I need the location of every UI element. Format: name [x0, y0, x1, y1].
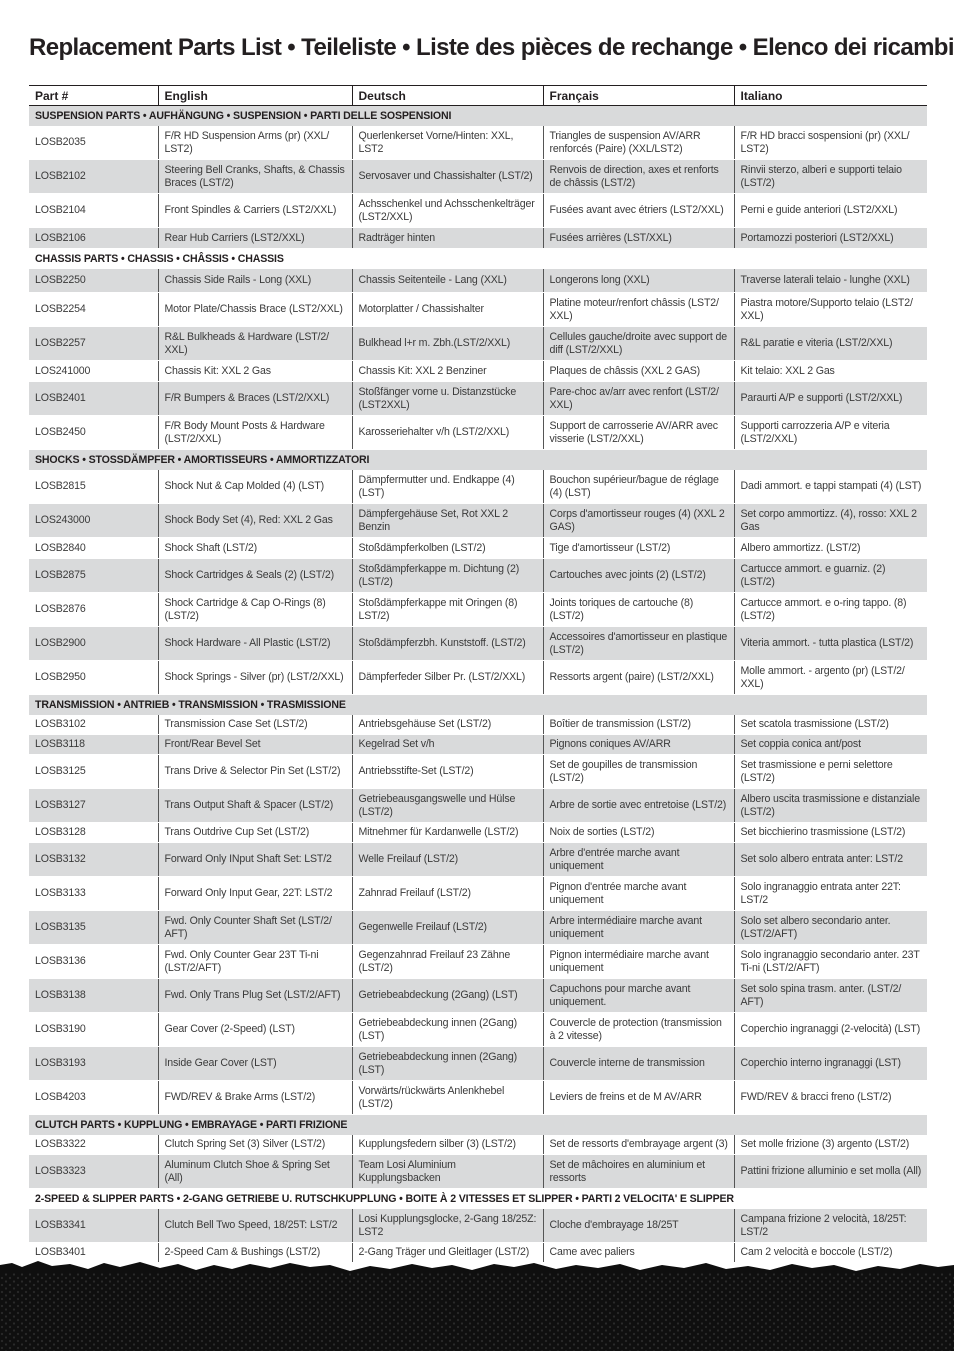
cell-italiano: Coperchio ingranaggi (2-velocità) (LST): [734, 1013, 927, 1047]
column-header-deutsch: Deutsch: [352, 86, 543, 106]
cell-english: Chassis Side Rails - Long (XXL): [158, 269, 352, 293]
cell-italiano: FWD/REV & bracci freno (LST/2): [734, 1081, 927, 1115]
section-header-row: [29, 249, 927, 270]
cell-part-number: LOSB2035: [29, 126, 158, 160]
table-header-row: [29, 86, 927, 106]
cell-francais: Pare-choc av/arr avec renfort (LST/2/ XXL): [543, 382, 734, 416]
cell-deutsch: Achsschenkel und Achsschenkelträger (LST2/XXL): [352, 194, 543, 228]
cell-part-number: LOSB2950: [29, 661, 158, 695]
cell-italiano: R&L paratie e viteria (LST/2/XXL): [734, 327, 927, 361]
cell-francais: Noix de sorties (LST/2): [543, 823, 734, 843]
cell-part-number: LOSB3322: [29, 1135, 158, 1155]
table-row: [29, 789, 927, 823]
cell-english: F/R Bumpers & Braces (LST/2/XXL): [158, 382, 352, 416]
section-title: CHASSIS PARTS • CHASSIS • CHÂSSIS • CHASSIS: [35, 252, 284, 265]
cell-francais: Arbre de sortie avec entretoise (LST/2): [543, 789, 734, 823]
cell-english: Fwd. Only Counter Gear 23T Ti-ni (LST/2/AFT): [158, 945, 352, 979]
cell-english: Shock Cartridge & Cap O-Rings (8) (LST/2): [158, 593, 352, 627]
cell-francais: Plaques de châssis (XXL 2 GAS): [543, 361, 734, 382]
cell-part-number: LOSB2106: [29, 228, 158, 249]
cell-english: F/R HD Suspension Arms (pr) (XXL/ LST2): [158, 126, 352, 160]
cell-deutsch: Dämpfermutter und. Endkappe (4) (LST): [352, 470, 543, 504]
cell-deutsch: Stoßfänger vorne u. Distanzstücke (LST2XXL): [352, 382, 543, 416]
parts-table-body: [29, 106, 927, 1263]
cell-part-number: LOSB2104: [29, 194, 158, 228]
table-row: [29, 160, 927, 194]
parts-table: [29, 86, 927, 1263]
table-row: [29, 1155, 927, 1189]
table-row: [29, 470, 927, 504]
cell-deutsch: Radträger hinten: [352, 228, 543, 249]
cell-deutsch: Kupplungsfedern silber (3) (LST/2): [352, 1135, 543, 1155]
cell-francais: Fusées arrières (LST/XXL): [543, 228, 734, 249]
cell-part-number: LOSB2257: [29, 327, 158, 361]
cell-english: Forward Only INput Shaft Set: LST/2: [158, 843, 352, 877]
cell-part-number: LOSB2815: [29, 470, 158, 504]
cell-english: FWD/REV & Brake Arms (LST/2): [158, 1081, 352, 1115]
cell-deutsch: Getriebeabdeckung innen (2Gang) (LST): [352, 1047, 543, 1081]
cell-francais: Longerons long (XXL): [543, 269, 734, 293]
cell-francais: Arbre d'entrée marche avant uniquement: [543, 843, 734, 877]
cell-english: Forward Only Input Gear, 22T: LST/2: [158, 877, 352, 911]
cell-part-number: LOSB3341: [29, 1209, 158, 1243]
cell-italiano: Portamozzi posteriori (LST2/XXL): [734, 228, 927, 249]
cell-francais: Arbre intermédiaire marche avant uniquement: [543, 911, 734, 945]
cell-italiano: Pattini frizione alluminio e set molla (All): [734, 1155, 927, 1189]
cell-italiano: Solo set albero secondario anter. (LST/2/AFT): [734, 911, 927, 945]
cell-part-number: LOSB3127: [29, 789, 158, 823]
cell-deutsch: Gegenwelle Freilauf (LST/2): [352, 911, 543, 945]
cell-english: Shock Springs - Silver (pr) (LST/2/XXL): [158, 661, 352, 695]
cell-francais: Couvercle interne de transmission: [543, 1047, 734, 1081]
cell-francais: Pignon intermédiaire marche avant uniquement: [543, 945, 734, 979]
cell-english: Fwd. Only Counter Shaft Set (LST/2/ AFT): [158, 911, 352, 945]
page-title: Replacement Parts List • Teileliste • Liste des pièces de rechange • Elenco dei ricambi: [29, 34, 954, 61]
table-row: [29, 755, 927, 789]
cell-francais: Triangles de suspension AV/ARR renforcés (Paire) (XXL/LST2): [543, 126, 734, 160]
cell-deutsch: Getriebeabdeckung (2Gang) (LST): [352, 979, 543, 1013]
cell-francais: Joints toriques de cartouche (8) (LST/2): [543, 593, 734, 627]
table-row: [29, 416, 927, 450]
table-row: [29, 194, 927, 228]
cell-francais: Couvercle de protection (transmission à 2 vitesse): [543, 1013, 734, 1047]
cell-english: Chassis Kit: XXL 2 Gas: [158, 361, 352, 382]
column-header-english: English: [158, 86, 352, 106]
cell-part-number: LOSB3193: [29, 1047, 158, 1081]
table-row: [29, 823, 927, 843]
table-row: [29, 1081, 927, 1115]
cell-francais: Set de ressorts d'embrayage argent (3): [543, 1135, 734, 1155]
cell-italiano: Molle ammort. - argento (pr) (LST/2/ XXL): [734, 661, 927, 695]
table-row: [29, 559, 927, 593]
cell-italiano: Set coppia conica ant/post: [734, 735, 927, 755]
cell-deutsch: Zahnrad Freilauf (LST/2): [352, 877, 543, 911]
cell-italiano: Perni e guide anteriori (LST2/XXL): [734, 194, 927, 228]
cell-francais: Corps d'amortisseur rouges (4) (XXL 2 GAS): [543, 504, 734, 538]
cell-italiano: Set corpo ammortizz. (4), rosso: XXL 2 Gas: [734, 504, 927, 538]
table-row: [29, 843, 927, 877]
cell-deutsch: Antriebsstifte-Set (LST/2): [352, 755, 543, 789]
table-row: [29, 1209, 927, 1243]
cell-italiano: Solo ingranaggio entrata anter 22T: LST/2: [734, 877, 927, 911]
cell-francais: Cloche d'embrayage 18/25T: [543, 1209, 734, 1243]
cell-deutsch: Team Losi Aluminium Kupplungsbacken: [352, 1155, 543, 1189]
table-row: [29, 361, 927, 382]
cell-part-number: LOSB3128: [29, 823, 158, 843]
cell-deutsch: Vorwärts/rückwärts Anlenkhebel (LST/2): [352, 1081, 543, 1115]
cell-deutsch: Dämpferfeder Silber Pr. (LST/2/XXL): [352, 661, 543, 695]
cell-english: F/R Body Mount Posts & Hardware (LST/2/XXL): [158, 416, 352, 450]
cell-francais: Pignons coniques AV/ARR: [543, 735, 734, 755]
cell-part-number: LOSB2254: [29, 293, 158, 327]
cell-deutsch: Karosseriehalter v/h (LST/2/XXL): [352, 416, 543, 450]
cell-italiano: Solo ingranaggio secondario anter. 23T Ti-ni (LST/2/AFT): [734, 945, 927, 979]
cell-deutsch: Chassis Seitenteile - Lang (XXL): [352, 269, 543, 293]
cell-english: Steering Bell Cranks, Shafts, & Chassis Braces (LST/2): [158, 160, 352, 194]
table-row: [29, 945, 927, 979]
cell-italiano: Set trasmissione e perni selettore (LST/2): [734, 755, 927, 789]
cell-francais: Set de goupilles de transmission (LST/2): [543, 755, 734, 789]
cell-francais: Accessoires d'amortisseur en plastique (LST/2): [543, 627, 734, 661]
cell-english: Inside Gear Cover (LST): [158, 1047, 352, 1081]
cell-part-number: LOSB2102: [29, 160, 158, 194]
table-row: [29, 1047, 927, 1081]
cell-francais: Renvois de direction, axes et renforts de châssis (LST/2): [543, 160, 734, 194]
cell-part-number: LOSB2876: [29, 593, 158, 627]
cell-francais: Tige d'amortisseur (LST/2): [543, 538, 734, 559]
column-header-part: Part #: [29, 86, 158, 106]
table-row: [29, 382, 927, 416]
cell-english: Front/Rear Bevel Set: [158, 735, 352, 755]
cell-deutsch: 2-Gang Träger und Gleitlager (LST/2): [352, 1243, 543, 1263]
table-row: [29, 593, 927, 627]
section-header-row: [29, 450, 927, 471]
cell-deutsch: Antriebsgehäuse Set (LST/2): [352, 715, 543, 735]
cell-english: Front Spindles & Carriers (LST2/XXL): [158, 194, 352, 228]
column-header-francais: Français: [543, 86, 734, 106]
cell-deutsch: Chassis Kit: XXL 2 Benziner: [352, 361, 543, 382]
cell-part-number: LOSB3190: [29, 1013, 158, 1047]
footer-texture-banner: [0, 1255, 954, 1351]
cell-part-number: LOSB3133: [29, 877, 158, 911]
cell-italiano: F/R HD bracci sospensioni (pr) (XXL/ LST2): [734, 126, 927, 160]
table-row: [29, 911, 927, 945]
cell-deutsch: Dämpfergehäuse Set, Rot XXL 2 Benzin: [352, 504, 543, 538]
cell-francais: Cartouches avec joints (2) (LST/2): [543, 559, 734, 593]
cell-english: Gear Cover (2-Speed) (LST): [158, 1013, 352, 1047]
table-row: [29, 293, 927, 327]
cell-deutsch: Gegenzahnrad Freilauf 23 Zähne (LST/2): [352, 945, 543, 979]
cell-italiano: Set solo albero entrata anter: LST/2: [734, 843, 927, 877]
cell-english: Fwd. Only Trans Plug Set (LST/2/AFT): [158, 979, 352, 1013]
cell-english: R&L Bulkheads & Hardware (LST/2/ XXL): [158, 327, 352, 361]
cell-francais: Cellules gauche/droite avec support de diff (LST/2/XXL): [543, 327, 734, 361]
cell-italiano: Piastra motore/Supporto telaio (LST2/ XXL): [734, 293, 927, 327]
cell-deutsch: Stoßdämpferzbh. Kunststoff. (LST/2): [352, 627, 543, 661]
cell-english: Shock Hardware - All Plastic (LST/2): [158, 627, 352, 661]
cell-italiano: Set solo spina trasm. anter. (LST/2/ AFT): [734, 979, 927, 1013]
table-row: [29, 979, 927, 1013]
cell-italiano: Set molle frizione (3) argento (LST/2): [734, 1135, 927, 1155]
cell-part-number: LOSB3135: [29, 911, 158, 945]
cell-part-number: LOSB2840: [29, 538, 158, 559]
table-row: [29, 1013, 927, 1047]
cell-english: Clutch Spring Set (3) Silver (LST/2): [158, 1135, 352, 1155]
table-row: [29, 1135, 927, 1155]
table-row: [29, 661, 927, 695]
cell-italiano: Campana frizione 2 velocità, 18/25T: LST/2: [734, 1209, 927, 1243]
table-row: [29, 877, 927, 911]
cell-italiano: Set bicchierino trasmissione (LST/2): [734, 823, 927, 843]
cell-italiano: Albero ammortizz. (LST/2): [734, 538, 927, 559]
parts-table-wrap: [29, 85, 927, 1263]
cell-part-number: LOSB2450: [29, 416, 158, 450]
cell-part-number: LOSB2875: [29, 559, 158, 593]
cell-part-number: LOSB2900: [29, 627, 158, 661]
cell-francais: Came avec paliers: [543, 1243, 734, 1263]
table-row: [29, 327, 927, 361]
cell-italiano: Supporti carrozzeria A/P e viteria (LST/2/XXL): [734, 416, 927, 450]
cell-part-number: LOSB3118: [29, 735, 158, 755]
cell-francais: Support de carrosserie AV/ARR avec visserie (LST/2/XXL): [543, 416, 734, 450]
section-title: 2-SPEED & SLIPPER PARTS • 2-GANG GETRIEBE U. RUTSCHKUPPLUNG • BOITE À 2 VITESSES ET SLIPPER • PARTI 2 VELOCITA' E SLIPPER: [35, 1192, 734, 1205]
cell-italiano: Albero uscita trasmissione e distanziale (LST/2): [734, 789, 927, 823]
cell-deutsch: Mitnehmer für Kardanwelle (LST/2): [352, 823, 543, 843]
cell-deutsch: Bulkhead l+r m. Zbh.(LST/2/XXL): [352, 327, 543, 361]
section-header-row: [29, 106, 927, 127]
cell-english: Aluminum Clutch Shoe & Spring Set (All): [158, 1155, 352, 1189]
cell-deutsch: Stoßdämpferkappe m. Dichtung (2) (LST/2): [352, 559, 543, 593]
cell-english: Rear Hub Carriers (LST2/XXL): [158, 228, 352, 249]
cell-deutsch: Stoßdämpferkappe mit Oringen (8) LST/2): [352, 593, 543, 627]
cell-part-number: LOSB3132: [29, 843, 158, 877]
cell-deutsch: Losi Kupplungsglocke, 2-Gang 18/25Z: LST2: [352, 1209, 543, 1243]
cell-english: Clutch Bell Two Speed, 18/25T: LST/2: [158, 1209, 352, 1243]
cell-francais: Pignon d'entrée marche avant uniquement: [543, 877, 734, 911]
cell-deutsch: Querlenkerset Vorne/Hinten: XXL, LST2: [352, 126, 543, 160]
cell-francais: Bouchon supérieur/bague de réglage (4) (LST): [543, 470, 734, 504]
table-row: [29, 126, 927, 160]
section-title: CLUTCH PARTS • KUPPLUNG • EMBRAYAGE • PARTI FRIZIONE: [29, 1115, 927, 1136]
cell-part-number: LOSB3136: [29, 945, 158, 979]
cell-italiano: Cartucce ammort. e o-ring tappo. (8) (LST/2): [734, 593, 927, 627]
cell-part-number: LOS241000: [29, 361, 158, 382]
section-title: SUSPENSION PARTS • AUFHÄNGUNG • SUSPENSION • PARTI DELLE SOSPENSIONI: [29, 106, 927, 127]
section-title: TRANSMISSION • ANTRIEB • TRANSMISSION • TRASMISSIONE: [29, 695, 927, 716]
cell-italiano: Paraurti A/P e supporti (LST/2/XXL): [734, 382, 927, 416]
cell-english: Shock Cartridges & Seals (2) (LST/2): [158, 559, 352, 593]
cell-english: Trans Output Shaft & Spacer (LST/2): [158, 789, 352, 823]
cell-francais: Fusées avant avec étriers (LST2/XXL): [543, 194, 734, 228]
cell-part-number: LOSB3125: [29, 755, 158, 789]
section-header-row: [29, 1115, 927, 1136]
cell-deutsch: Getriebeabdeckung innen (2Gang) (LST): [352, 1013, 543, 1047]
cell-deutsch: Kegelrad Set v/h: [352, 735, 543, 755]
cell-francais: Capuchons pour marche avant uniquement.: [543, 979, 734, 1013]
cell-francais: Boîtier de transmission (LST/2): [543, 715, 734, 735]
cell-italiano: Dadi ammort. e tappi stampati (4) (LST): [734, 470, 927, 504]
cell-english: Trans Drive & Selector Pin Set (LST/2): [158, 755, 352, 789]
table-row: [29, 538, 927, 559]
section-header-row: [29, 695, 927, 716]
cell-francais: Platine moteur/renfort châssis (LST2/ XXL): [543, 293, 734, 327]
cell-italiano: Coperchio interno ingranaggi (LST): [734, 1047, 927, 1081]
cell-english: Trans Outdrive Cup Set (LST/2): [158, 823, 352, 843]
cell-deutsch: Motorplatter / Chassishalter: [352, 293, 543, 327]
cell-part-number: LOSB3138: [29, 979, 158, 1013]
table-row: [29, 735, 927, 755]
cell-english: Motor Plate/Chassis Brace (LST2/XXL): [158, 293, 352, 327]
cell-part-number: LOSB2401: [29, 382, 158, 416]
cell-italiano: Traverse laterali telaio - lunghe (XXL): [734, 269, 927, 293]
section-title: SHOCKS • STOSSDÄMPFER • AMORTISSEURS • AMMORTIZZATORI: [29, 450, 927, 471]
cell-italiano: Cartucce ammort. e guarniz. (2) (LST/2): [734, 559, 927, 593]
cell-english: Shock Shaft (LST/2): [158, 538, 352, 559]
cell-english: Shock Body Set (4), Red: XXL 2 Gas: [158, 504, 352, 538]
cell-italiano: Kit telaio: XXL 2 Gas: [734, 361, 927, 382]
table-row: [29, 269, 927, 293]
table-row: [29, 715, 927, 735]
section-header-row: [29, 1189, 927, 1210]
cell-english: Transmission Case Set (LST/2): [158, 715, 352, 735]
cell-francais: Ressorts argent (paire) (LST/2/XXL): [543, 661, 734, 695]
cell-francais: Leviers de freins et de M AV/ARR: [543, 1081, 734, 1115]
cell-part-number: LOSB2250: [29, 269, 158, 293]
cell-deutsch: Welle Freilauf (LST/2): [352, 843, 543, 877]
cell-italiano: Viteria ammort. - tutta plastica (LST/2): [734, 627, 927, 661]
cell-italiano: Set scatola trasmissione (LST/2): [734, 715, 927, 735]
cell-part-number: LOSB4203: [29, 1081, 158, 1115]
cell-english: 2-Speed Cam & Bushings (LST/2): [158, 1243, 352, 1263]
cell-part-number: LOS243000: [29, 504, 158, 538]
cell-francais: Set de mâchoires en aluminium et ressorts: [543, 1155, 734, 1189]
cell-deutsch: Getriebeausgangswelle und Hülse (LST/2): [352, 789, 543, 823]
cell-italiano: Cam 2 velocità e boccole (LST/2): [734, 1243, 927, 1263]
cell-part-number: LOSB3102: [29, 715, 158, 735]
table-row: [29, 228, 927, 249]
table-row: [29, 627, 927, 661]
column-header-italiano: Italiano: [734, 86, 927, 106]
table-row: [29, 504, 927, 538]
cell-english: Shock Nut & Cap Molded (4) (LST): [158, 470, 352, 504]
cell-part-number: LOSB3323: [29, 1155, 158, 1189]
cell-deutsch: Servosaver und Chassishalter (LST/2): [352, 160, 543, 194]
cell-italiano: Rinvii sterzo, alberi e supporti telaio (LST/2): [734, 160, 927, 194]
cell-part-number: LOSB3401: [29, 1243, 158, 1263]
cell-deutsch: Stoßdämpferkolben (LST/2): [352, 538, 543, 559]
